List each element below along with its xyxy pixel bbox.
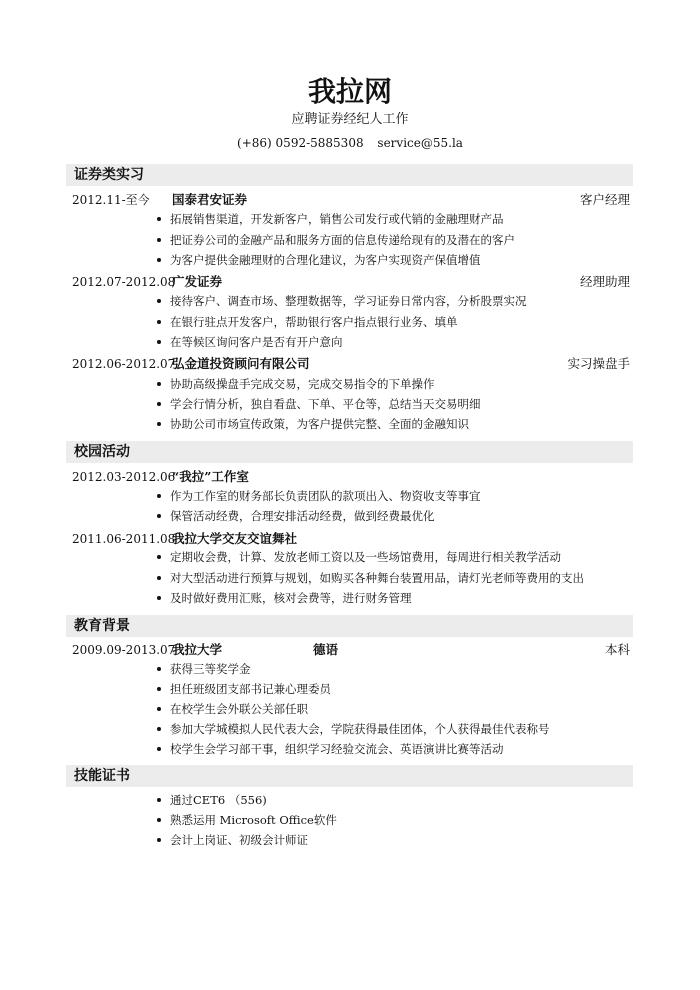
- bullet-icon: [157, 838, 161, 842]
- list-item: 在银行驻点开发客户，帮助银行客户指点银行业务、填单: [157, 313, 458, 331]
- list-item: 协助高级操盘手完成交易，完成交易指令的下单操作: [157, 375, 435, 393]
- entry-date: 2012.03-2012.06: [72, 470, 176, 484]
- applicant-name: 我拉网: [307, 75, 392, 108]
- bullet-icon: [157, 299, 161, 303]
- bullet-icon: [157, 238, 161, 242]
- section-title: 教育背景: [74, 618, 130, 634]
- bullet-icon: [157, 555, 161, 559]
- list-item: 及时做好费用汇账，核对会费等，进行财务管理: [157, 589, 412, 607]
- list-item: 协助公司市场宣传政策，为客户提供完整、全面的金融知识: [157, 415, 469, 433]
- section-title: 校园活动: [74, 444, 130, 460]
- bullet-icon: [157, 494, 161, 498]
- list-item: 对大型活动进行预算与规划，如购买各种舞台装置用品，请灯光老师等费用的支出: [157, 569, 584, 587]
- entry-date: 2012.07-2012.08: [72, 275, 176, 289]
- list-item: 在等候区询问客户是否有开户意向: [157, 333, 343, 351]
- list-item: 保管活动经费，合理安排活动经费，做到经费最优化: [157, 507, 435, 525]
- list-item: 担任班级团支部书记兼心理委员: [157, 680, 331, 698]
- bullet-icon: [157, 514, 161, 518]
- bullet-icon: [157, 687, 161, 691]
- entry-date: 2012.06-2012.07: [72, 357, 176, 371]
- section-header-skills: [66, 765, 633, 787]
- list-item: 为客户提供金融理财的合理化建议，为客户实现资产保值增值: [157, 251, 481, 269]
- entry-role: 客户经理: [579, 192, 630, 207]
- list-item: 会计上岗证、初级会计师证: [157, 831, 308, 849]
- bullet-icon: [157, 382, 161, 386]
- list-item: 接待客户、调查市场、整理数据等，学习证券日常内容，分析股票实况: [157, 292, 527, 310]
- list-item: 熟悉运用 Microsoft Office软件: [157, 811, 337, 829]
- bullet-icon: [157, 818, 161, 822]
- bullet-icon: [157, 576, 161, 580]
- bullet-icon: [157, 798, 161, 802]
- bullet-icon: [157, 217, 161, 221]
- entry-date: 2009.09-2013.07: [72, 643, 176, 657]
- list-item: 作为工作室的财务部长负责团队的款项出入、物资收支等事宜: [157, 487, 481, 505]
- section-header-campus: [66, 441, 633, 463]
- entry-organization: 国泰君安证券: [172, 192, 248, 207]
- bullet-icon: [157, 727, 161, 731]
- bullet-icon: [157, 667, 161, 671]
- entry-organization: 广发证券: [172, 274, 223, 289]
- list-item: 把证券公司的金融产品和服务方面的信息传递给现有的及潜在的客户: [157, 231, 515, 249]
- phone-number: (+86) 0592-5885308: [237, 136, 364, 150]
- entry-organization: 我拉大学交友交谊舞社: [172, 531, 298, 546]
- list-item: 通过CET6 （556): [157, 791, 267, 809]
- bullet-icon: [157, 320, 161, 324]
- bullet-icon: [157, 340, 161, 344]
- section-header-internship: [66, 164, 633, 186]
- list-item: 拓展销售渠道，开发新客户，销售公司发行或代销的金融理财产品: [157, 210, 504, 228]
- entry-role: 实习操盘手: [567, 356, 630, 371]
- list-item: 在校学生会外联公关部任职: [157, 700, 308, 718]
- section-title: 技能证书: [74, 768, 130, 784]
- entry-degree: 本科: [604, 642, 630, 657]
- bullet-icon: [157, 258, 161, 262]
- entry-major: 德语: [313, 642, 339, 657]
- bullet-icon: [157, 747, 161, 751]
- bullet-icon: [157, 596, 161, 600]
- entry-role: 经理助理: [579, 274, 630, 289]
- section-header-education: [66, 615, 633, 637]
- list-item: 学会行情分析，独自看盘、下单、平仓等，总结当天交易明细: [157, 395, 481, 413]
- bullet-icon: [157, 707, 161, 711]
- job-objective: 应聘证券经纪人工作: [291, 112, 409, 127]
- entry-date: 2012.11-至今: [72, 193, 150, 207]
- contact-line: [0, 134, 700, 152]
- bullet-icon: [157, 402, 161, 406]
- section-title: 证券类实习: [74, 167, 144, 183]
- email-address: service@55.la: [377, 136, 463, 150]
- list-item: 参加大学城模拟人民代表大会，学院获得最佳团体，个人获得最佳代表称号: [157, 720, 550, 738]
- list-item: 校学生会学习部干事，组织学习经验交流会、英语演讲比赛等活动: [157, 740, 504, 758]
- bullet-icon: [157, 422, 161, 426]
- entry-organization: 我拉大学: [172, 642, 223, 657]
- list-item: 定期收会费，计算、发放老师工资以及一些场馆费用，每周进行相关教学活动: [157, 548, 561, 566]
- entry-date: 2011.06-2011.08: [72, 532, 176, 546]
- list-item: 获得三等奖学金: [157, 660, 251, 678]
- entry-organization: 弘金道投资顾问有限公司: [172, 356, 310, 371]
- entry-organization: “我拉”工作室: [172, 469, 249, 484]
